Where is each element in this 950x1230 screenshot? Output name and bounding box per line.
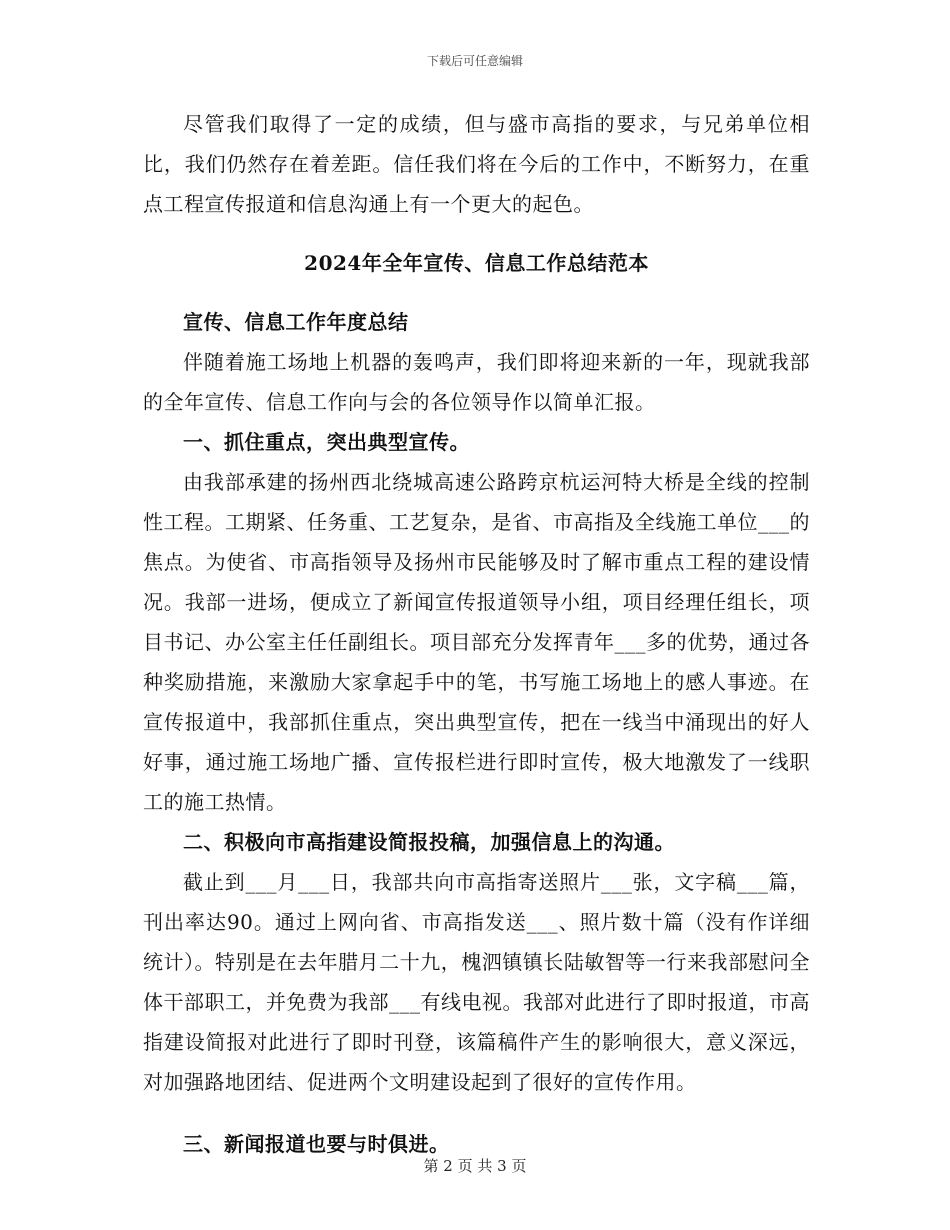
section-2-body: 截止到___月___日，我部共向市高指寄送照片___张，文字稿___篇，刊出率达90。通过上网向省、市高指发送___、照片数十篇（没有作详细统计）。特别是在去年腊月二十九，槐泗镇镇长陆敏智等一行来我部慰问全体干部职工，并免费为我部___有线电视。我部对此进行了即时报道，市高指建设简报对此进行了即时刊登，该篇稿件产生的影响很大，意义深远，对加强路地团结、促进两个文明建设起到了很好的宣传作用。 xyxy=(143,870,810,1094)
document-body xyxy=(143,104,810,1164)
section-2-heading: 二、积极向市高指建设简报投稿，加强信息上的沟通。 xyxy=(183,830,675,854)
section-1-body: 由我部承建的扬州西北绕城高速公路跨京杭运河特大桥是全线的控制性工程。工期紧、任务重、工艺复杂，是省、市高指及全线施工单位___的焦点。为使省、市高指领导及扬州市民能够及时了解市重点工程的建设情况。我部一进场，便成立了新闻宣传报道领导小组，项目经理任组长，项目书记、办公室主任任副组长。项目部充分发挥青年___多的优势，通过各种奖励措施，来激励大家拿起手中的笔，书写施工场地上的感人事迹。在宣传报道中，我部抓住重点，突出典型宣传，把在一线当中涌现出的好人好事，通过施工场地广播、宣传报栏进行即时宣传，极大地激发了一线职工的施工热情。 xyxy=(143,470,810,814)
intro-paragraph: 尽管我们取得了一定的成绩，但与盛市高指的要求，与兄弟单位相比，我们仍然存在着差距。信任我们将在今后的工作中，不断努力，在重点工程宣传报道和信息沟通上有一个更大的起色。 xyxy=(143,112,810,216)
opening-paragraph: 伴随着施工场地上机器的轰鸣声，我们即将迎来新的一年，现就我部的全年宣传、信息工作向与会的各位领导作以简单汇报。 xyxy=(143,350,810,414)
section-1-heading: 一、抓住重点，突出典型宣传。 xyxy=(183,430,470,454)
section-3-heading: 三、新闻报道也要与时俱进。 xyxy=(183,1132,450,1156)
document-title: 2024年全年宣传、信息工作总结范本 xyxy=(304,251,649,275)
document-subtitle: 宣传、信息工作年度总结 xyxy=(183,310,409,334)
page-number: 第 2 页 共 3 页 xyxy=(423,1157,527,1175)
page-header-note: 下载后可任意编辑 xyxy=(426,54,523,68)
